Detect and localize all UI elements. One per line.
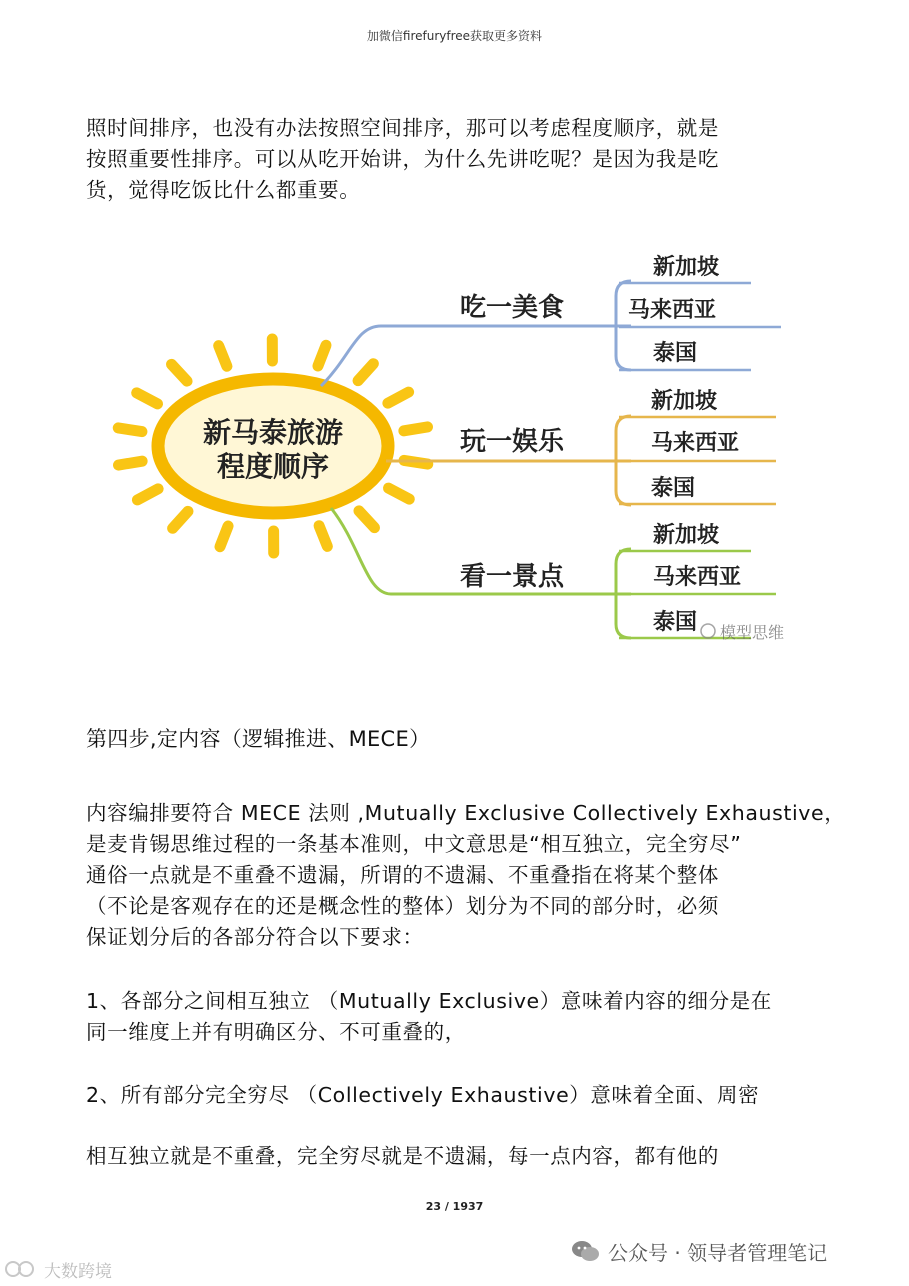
leaf-malaysia: 马来西亚 <box>651 431 740 456</box>
text-line: 按照重要性排序。可以从吃开始讲，为什么先讲吃呢？是因为我是吃 <box>86 147 719 171</box>
text-line: 同一维度上并有明确区分、不可重叠的， <box>86 1020 466 1044</box>
leaf-singapore: 新加坡 <box>651 389 718 414</box>
leaf-malaysia: 马来西亚 <box>653 565 742 590</box>
sun-ray <box>137 489 158 500</box>
text-line: 照时间排序，也没有办法按照空间排序，那可以考虑程度顺序，就是 <box>86 116 719 140</box>
sun-ray <box>388 392 409 403</box>
branch-label-food: 吃一美食 <box>459 293 565 323</box>
sun-ray <box>358 364 373 381</box>
paragraph-2 <box>86 798 846 953</box>
leaf-malaysia: 马来西亚 <box>628 298 717 323</box>
leaf-thailand: 泰国 <box>653 610 698 635</box>
bracket-food <box>616 281 631 370</box>
sun-ray <box>119 461 143 465</box>
sun-ray <box>318 345 326 366</box>
paragraph-1 <box>86 113 826 206</box>
text-line: 相互独立就是不重叠，完全穷尽就是不遗漏，每一点内容，都有他的 <box>86 1144 719 1168</box>
text-line: 内容编排要符合 MECE 法则 ,Mutually Exclusive Collectively Exhaustive， <box>86 801 846 825</box>
logo-icon <box>4 1259 38 1279</box>
leaf-underlines-food <box>619 283 781 370</box>
sun-ray <box>118 428 142 432</box>
text-line: 是麦肯锡思维过程的一条基本准则，中文意思是“相互独立，完全穷尽” <box>86 832 742 856</box>
sun-ray <box>319 526 327 547</box>
corner-watermark-text: 大数跨境 <box>44 1261 112 1282</box>
text-line: 通俗一点就是不重叠不遗漏，所谓的不遗漏、不重叠指在将某个整体 <box>86 863 719 887</box>
sun-ray <box>359 511 375 528</box>
sun-ray <box>137 393 158 404</box>
sun-ray <box>172 364 188 381</box>
text-line: （不论是客观存在的还是概念性的整体）划分为不同的部分时，必须 <box>86 894 719 918</box>
section-heading: 第四步,定内容（逻辑推进、MECE） <box>86 727 431 751</box>
leaf-thailand: 泰国 <box>653 341 698 366</box>
sun-ray <box>388 488 409 499</box>
text-line: 2、所有部分完全穷尽 （Collectively Exhaustive）意味着全面、周密 <box>86 1083 760 1107</box>
paragraph-3 <box>86 986 826 1048</box>
sun-ray <box>219 346 227 367</box>
text-line: 1、各部分之间相互独立 （Mutually Exclusive）意味着内容的细分是在 <box>86 989 772 1013</box>
center-title-line-2: 程度顺序 <box>216 450 330 483</box>
branch-label-play: 玩一娱乐 <box>459 427 565 457</box>
paragraph-4 <box>86 1080 826 1111</box>
mind-map-diagram <box>86 236 821 656</box>
sun-ray <box>173 511 188 528</box>
corner-watermark <box>4 1256 112 1282</box>
image-watermark-text: 模型思维 <box>720 623 785 642</box>
wechat-icon <box>701 624 715 638</box>
leaf-singapore: 新加坡 <box>653 255 720 280</box>
wechat-icon <box>570 1238 600 1264</box>
bottom-watermark <box>570 1234 890 1268</box>
center-title-line-1: 新马泰旅游 <box>202 416 344 449</box>
text-line: 货，觉得吃饭比什么都重要。 <box>86 178 361 202</box>
sun-ray <box>220 526 228 547</box>
page-number: 23 / 1937 <box>425 1200 484 1213</box>
leaf-thailand: 泰国 <box>651 476 696 501</box>
sun-ray <box>404 427 428 431</box>
page-header: 加微信firefuryfree获取更多资料 <box>366 29 543 43</box>
text-line: 保证划分后的各部分符合以下要求： <box>86 925 424 949</box>
leaf-singapore: 新加坡 <box>653 523 720 548</box>
bottom-watermark-text: 公众号 · 领导者管理笔记 <box>608 1240 828 1265</box>
branch-label-sights: 看一景点 <box>459 562 565 592</box>
paragraph-5 <box>86 1141 826 1172</box>
